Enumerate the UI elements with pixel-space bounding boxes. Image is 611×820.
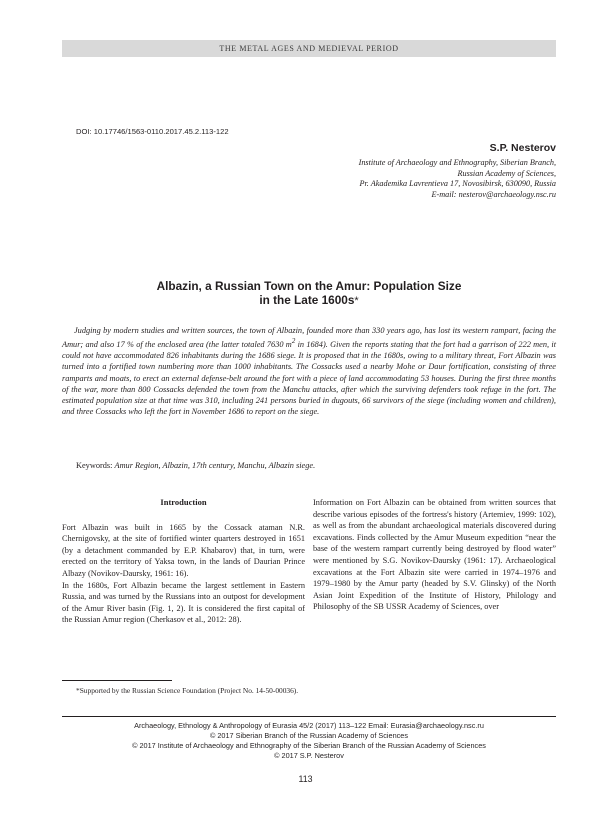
paragraph: Fort Albazin was built in 1665 by the Cossack ataman N.R. Chernigovsky, at the site of fortified winter quarters destroyed in 1651 (by a detachment commanded by E.P. Khabarov) that, in turn, were erected on the territory of Yaksa town, in the lands of Daurian Prince Albazy (Novikov-Daursky, 1961: 16). bbox=[62, 522, 305, 578]
intro-heading: Introduction bbox=[160, 497, 207, 507]
right-column bbox=[313, 497, 556, 613]
page-number: 113 bbox=[298, 774, 313, 784]
abstract-superscript: 2 bbox=[291, 338, 296, 346]
footnote-divider bbox=[62, 680, 172, 681]
author-email[interactable]: E-mail: nesterov@archaeology.nsc.ru bbox=[431, 189, 556, 199]
title-footnote-marker[interactable]: * bbox=[354, 295, 359, 307]
affiliation-line: Institute of Archaeology and Ethnography, Siberian Branch, bbox=[358, 158, 556, 167]
article-title bbox=[62, 279, 556, 308]
abstract-text-2: in 1684). Given the reports stating that the fort had a garrison of 222 men, it could not have accommodated 826 inhabitants during the 1686 siege. It is proposed that in the 1680s, owing to a military threat, Fort Albazin was turned into a fortified town numbering more than 1000 inhabitants. The Cossacks used a nearby Mohe or Daur fortification, consisting of three ramparts and moats, to erect an external defense-belt around the fort with a piece of land accommodating 53 houses. During the first three months of the war, more than 800 Cossacks defended the town from the Manchu attacks, after which the surviving defenders took refuge in the fort. The estimated population size at that time was 310, including 241 persons buried in dugouts, 66 survivors of the siege (including women and children), and three Cossacks who left the fort in November 1686 to report on the siege. bbox=[62, 339, 557, 417]
title-line-1: Albazin, a Russian Town on the Amur: Population Size bbox=[156, 279, 462, 293]
copyright-line: © 2017 Institute of Archaeology and Ethnography of the Siberian Branch of the Russian Academy of Sciences bbox=[132, 741, 486, 750]
left-column bbox=[62, 497, 305, 626]
section-banner: THE METAL AGES AND MEDIEVAL PERIOD bbox=[62, 40, 556, 57]
affiliation-line: Pr. Akademika Lavrentieva 17, Novosibirsk, 630090, Russia bbox=[359, 179, 556, 189]
journal-line: Archaeology, Ethnology & Anthropology of Eurasia 45/2 (2017) 113–122 Email: Eurasia@archaeology.nsc.ru bbox=[134, 721, 484, 730]
copyright-line: © 2017 Siberian Branch of the Russian Academy of Sciences bbox=[209, 731, 409, 740]
affiliation-line: Russian Academy of Sciences, bbox=[457, 168, 556, 178]
footer bbox=[62, 721, 556, 761]
paragraph: In the 1680s, Fort Albazin became the largest settlement in Eastern Russia, and was turned by the Russians into an outpost for development of the Amur River basin (Fig. 1, 2). It is considered the first capital of the Russian Amur region (Cherkasov et al., 2012: 28). bbox=[62, 580, 305, 625]
paragraph: Information on Fort Albazin can be obtained from written sources that describe various episodes of the fortress's history (Artemiev, 1999: 102), as well as from the abundant archaeological materials discovered during excavations. Finds collected by the Amur Museum expedition “near the base of the western rampart currently being destroyed by flood water” were mentioned by S.G. Novikov-Daursky (1961: 17). Archaeological excavations at the Fort Albazin site were carried in 1974–1976 and 1979–1980 by the Amur party (headed by S.V. Glinsky) of the North Asian Joint Expedition of the Institute of History, Philology and Philosophy of the SB USSR Academy of Sciences, over bbox=[313, 498, 556, 612]
copyright-line: © 2017 S.P. Nesterov bbox=[274, 751, 344, 760]
title-line-2 bbox=[62, 293, 556, 308]
footnote: *Supported by the Russian Science Foundation (Project No. 14-50-00036). bbox=[76, 686, 299, 695]
doi[interactable]: DOI: 10.17746/1563-0110.2017.45.2.113-122 bbox=[76, 127, 229, 136]
keywords-label: Keywords: bbox=[76, 461, 113, 470]
footer-divider bbox=[62, 716, 556, 717]
author-name: S.P. Nesterov bbox=[489, 142, 556, 154]
keywords bbox=[76, 461, 315, 470]
abstract-text-1: Judging by modern studies and written sources, the town of Albazin, founded more than 330 years ago, has lost its western rampart, facing the Amur; and also 17 % of the enclosed area (the latter totaled 7630 m bbox=[62, 326, 556, 349]
author-affiliation bbox=[359, 158, 556, 200]
keywords-value: Amur Region, Albazin, 17th century, Manchu, Albazin siege. bbox=[114, 461, 316, 470]
abstract bbox=[62, 325, 556, 417]
title-line-2-text: in the Late 1600s bbox=[259, 293, 355, 307]
